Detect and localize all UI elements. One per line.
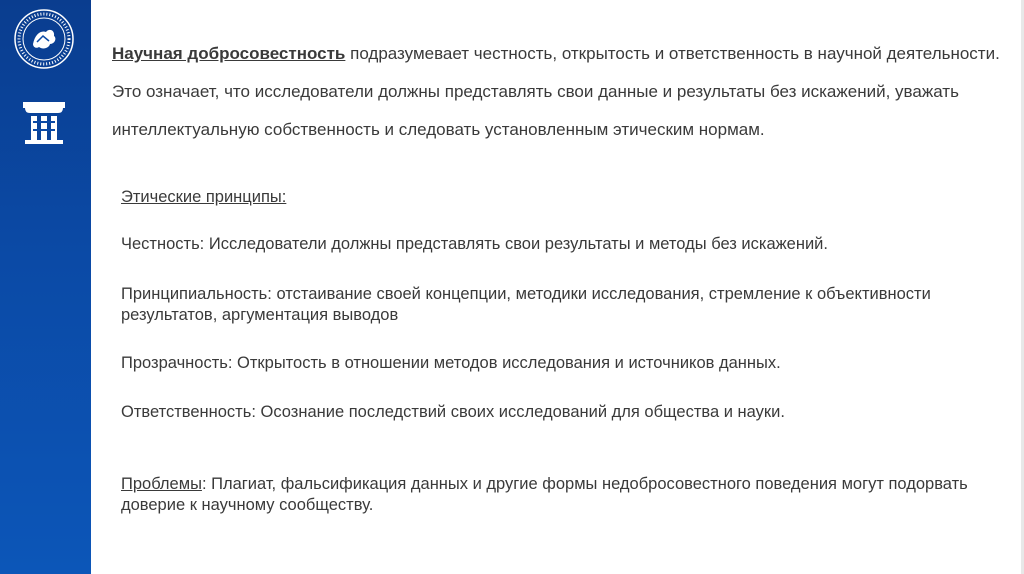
intro-paragraph	[112, 35, 1002, 149]
intro-text: подразумевает честность, открытость и ответственность в научной деятельности. Это означает, что исследователи должны представлять свои данные и результаты без искажений, уважать интеллектуальную собственность и следовать установленным этическим нормам.	[112, 44, 1000, 139]
university-seal-icon	[13, 8, 75, 70]
column-logo-icon	[21, 100, 67, 146]
principles-heading: Этические принципы:	[121, 188, 287, 206]
principle-responsibility: Ответственность: Осознание последствий своих исследований для общества и науки.	[121, 403, 785, 421]
problems-paragraph	[121, 474, 981, 516]
sidebar	[0, 0, 91, 574]
principle-transparency: Прозрачность: Открытость в отношении методов исследования и источников данных.	[121, 354, 781, 372]
principle-honesty: Честность: Исследователи должны представлять свои результаты и методы без искажений.	[121, 235, 828, 253]
intro-term: Научная добросовестность	[112, 44, 346, 63]
problems-text: : Плагиат, фальсификация данных и другие формы недобросовестного поведения могут подорвать доверие к научному сообществу.	[121, 475, 968, 514]
principle-integrity: Принципиальность: отстаивание своей концепции, методики исследования, стремление к объективности результатов, аргументация выводов	[121, 285, 931, 324]
problems-label: Проблемы	[121, 475, 202, 493]
